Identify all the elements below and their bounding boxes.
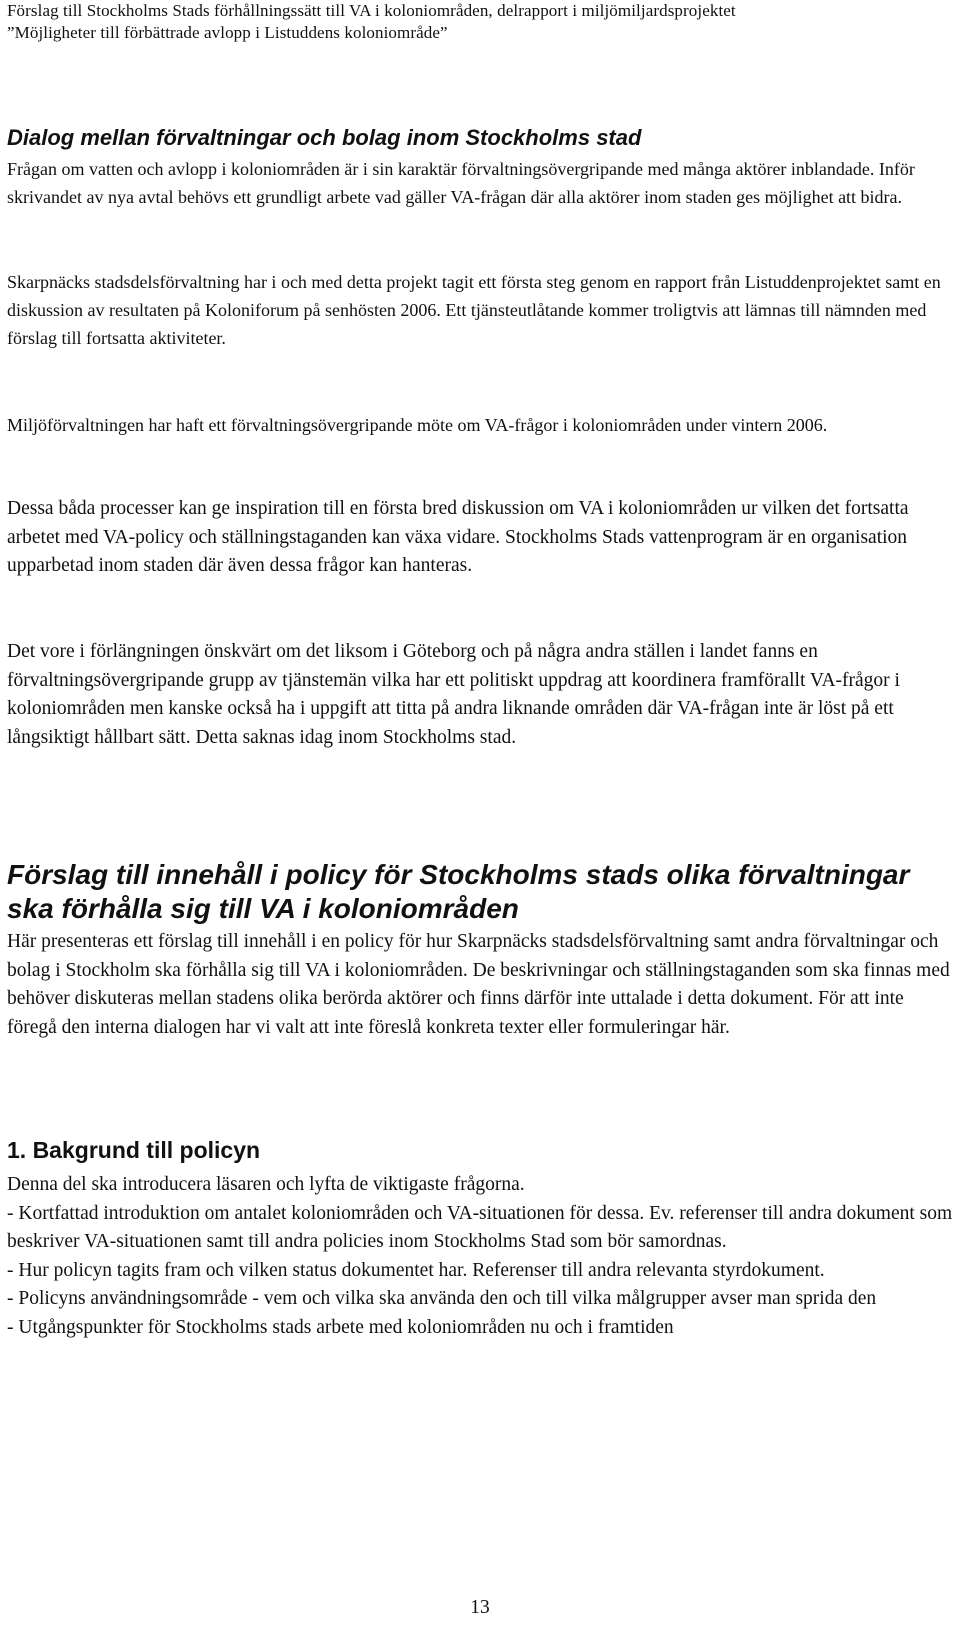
paragraph-goteborg: Det vore i förlängningen önskvärt om det liksom i Göteborg och på några andra ställen i landet fanns en förvaltningsövergripande grupp av tjänstemän vilka har ett politiskt uppdrag att koordinera framförallt VA-frågor i koloniområden men kanske också ha i uppgift att titta på andra liknande områden där VA-frågan inte är löst på ett långsiktigt hållbart sätt. Detta saknas idag inom Stockholms stad.: [7, 641, 900, 748]
list-item: - Hur policyn tagits fram och vilken status dokumentet har. Referenser till andra relevanta styrdokument.: [7, 1259, 825, 1281]
page-number: 13: [470, 1597, 490, 1618]
bakgrund-list: [7, 1171, 953, 1343]
list-item: - Utgångspunkter för Stockholms stads arbete med koloniområden nu och i framtiden: [7, 1316, 674, 1338]
list-item: Denna del ska introducera läsaren och lyfta de viktigaste frågorna.: [7, 1174, 525, 1195]
paragraph-skarpnack: Skarpnäcks stadsdelsförvaltning har i och med detta projekt tagit ett första steg genom en rapport från Listuddenprojektet samt en diskussion av resultaten på Koloniforum på senhösten 2006. Ett tjänsteutlåtande kommer troligtvis att lämnas till nämnden med förslag till fortsatta aktiviteter.: [7, 272, 941, 348]
header-line-1: Förslag till Stockholms Stads förhållningssätt till VA i koloniområden, delrapport i miljömiljardsprojektet: [7, 1, 736, 20]
section-heading-dialog: Dialog mellan förvaltningar och bolag inom Stockholms stad: [7, 125, 642, 150]
running-header: [7, 0, 736, 44]
header-line-2: ”Möjligheter till förbättrade avlopp i Listuddens koloniområde”: [7, 23, 448, 42]
subheading-bakgrund: 1. Bakgrund till policyn: [7, 1137, 261, 1163]
section-heading-policy: Förslag till innehåll i policy för Stockholms stads olika förvaltningar ska förhålla sig till VA i koloniområden: [7, 859, 910, 924]
paragraph-miljoforvaltningen: Miljöförvaltningen har haft ett förvaltningsövergripande möte om VA-frågor i koloniområden under vintern 2006.: [7, 415, 828, 435]
list-item: - Kortfattad introduktion om antalet koloniområden och VA-situationen för dessa. Ev. referenser till andra dokument som beskriver VA-situationen samt till andra policies inom Stockholms Stad som bör samordnas.: [7, 1202, 953, 1253]
paragraph-policy-intro: Här presenteras ett förslag till innehåll i en policy för hur Skarpnäcks stadsdelsförvaltning samt andra förvaltningar och bolag i Stockholm ska förhålla sig till VA i koloniområden. De beskrivningar och ställningstaganden som ska finnas med behöver diskuteras mellan stadens olika berörda aktörer och finns därför inte uttalade i detta dokument. För att inte föregå den interna dialogen har vi valt att inte föreslå konkreta texter eller formuleringar här.: [7, 931, 950, 1038]
paragraph-intro: Frågan om vatten och avlopp i koloniområden är i sin karaktär förvaltningsövergripande med många aktörer inblandade. Inför skrivandet av nya avtal behövs ett grundligt arbete vad gäller VA-frågan där alla aktörer inom staden ges möjlighet att bidra.: [7, 159, 915, 207]
list-item: - Policyns användningsområde - vem och vilka ska använda den och till vilka målgrupper avser man sprida den: [7, 1288, 877, 1310]
paragraph-processer: Dessa båda processer kan ge inspiration till en första bred diskussion om VA i koloniområden ur vilken det fortsatta arbetet med VA-policy och ställningstaganden kan växa vidare. Stockholms Stads vattenprogram är en organisation upparbetad inom staden där även dessa frågor kan hanteras.: [7, 498, 909, 576]
